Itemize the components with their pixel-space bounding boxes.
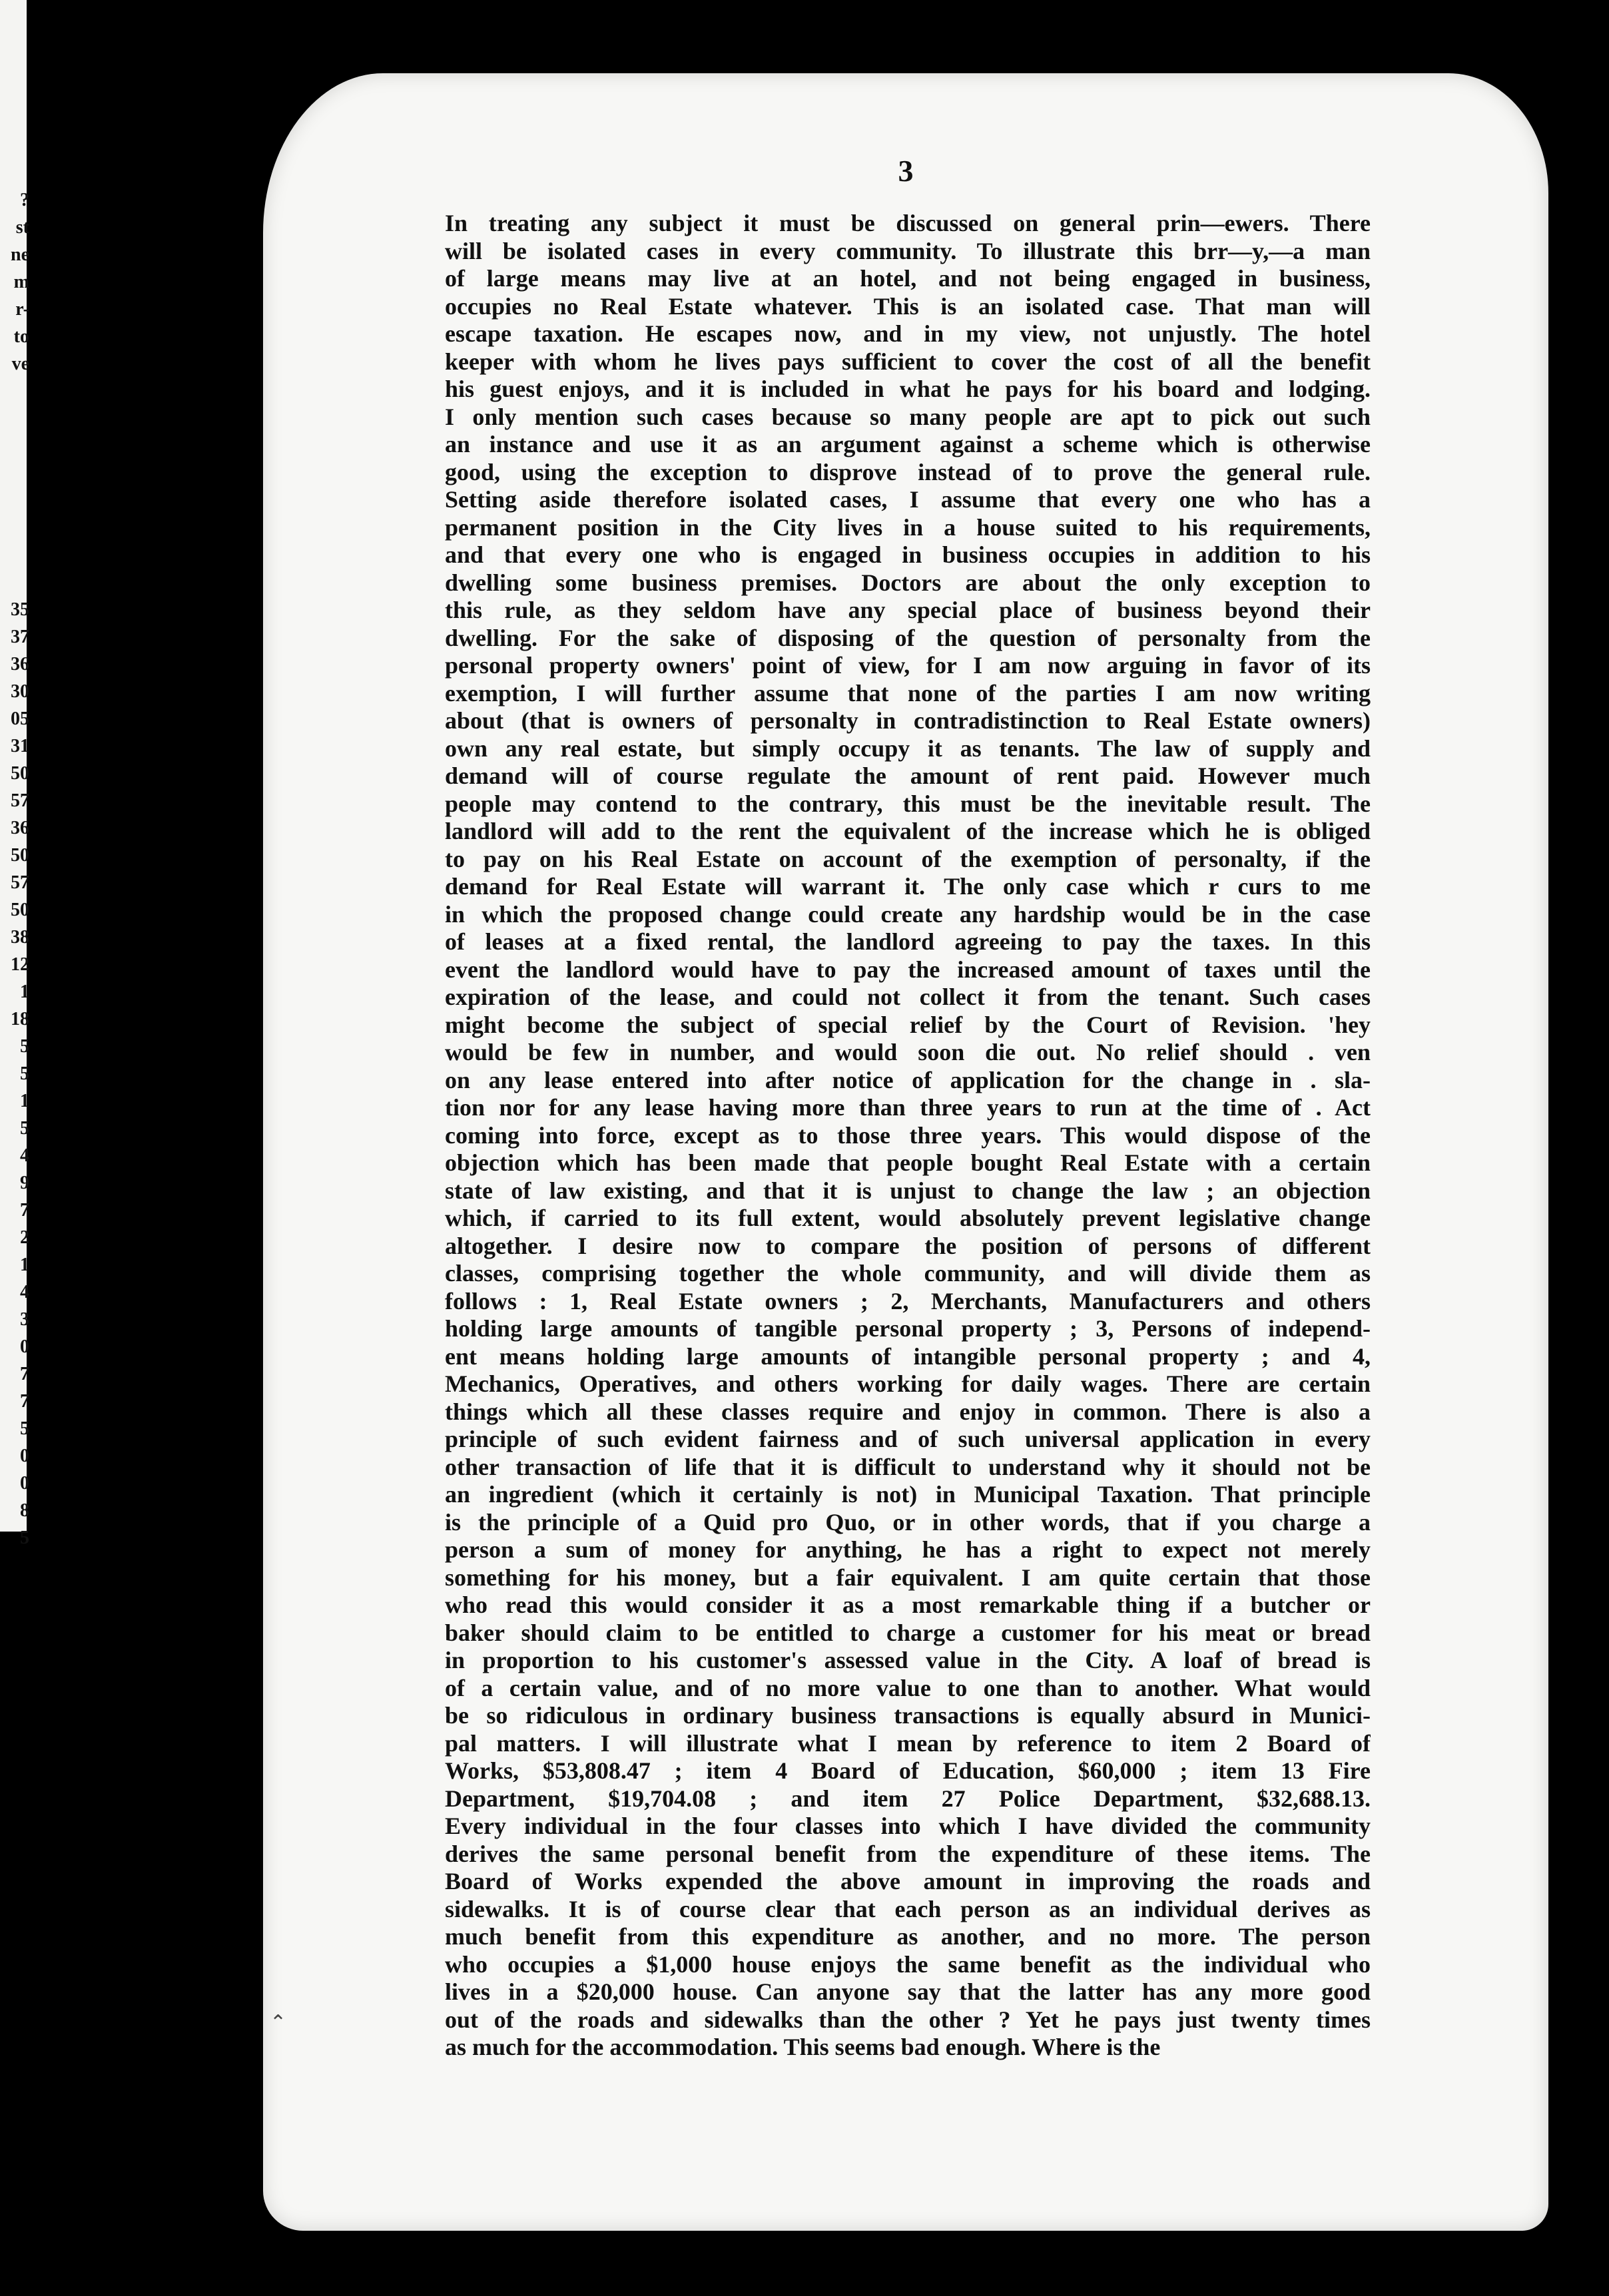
text-line: own any real estate, but simply occupy it as tenants. The law of supply and [445,734,1371,762]
text-line: something for his money, but a fair equivalent. I am quite certain that those [445,1564,1371,1591]
text-line: I only mention such cases because so many people are apt to pick out such [445,403,1371,430]
margin-fragment [0,405,29,432]
text-line: dwelling some business premises. Doctors are about the only exception to [445,569,1371,596]
margin-fragment: 57 [11,872,29,893]
margin-fragment [0,514,29,541]
text-line: and that every one who is engaged in business occupies in addition to his [445,541,1371,568]
text-line: classes, comprising together the whole community, and will divide them as [445,1260,1371,1287]
margin-fragment: st [15,217,29,238]
text-line: personal property owners' point of view, for I am now arguing in favor of its [445,652,1371,679]
margin-fragment: 05 [11,709,29,729]
margin-fragment: 8 [20,1500,29,1521]
text-line: is the principle of a Quid pro Quo, or in other words, that if you charge a [445,1508,1371,1536]
text-line: altogether. I desire now to compare the position of persons of different [445,1232,1371,1259]
margin-fragment: 4 [20,1145,29,1166]
text-line: ent means holding large amounts of intangible personal property ; and 4, [445,1342,1371,1370]
margin-fragment [0,569,29,596]
body-text [445,210,1371,2062]
margin-fragment: r- [15,299,29,320]
text-line: principle of such evident fairness and of such universal application in every [445,1426,1371,1452]
margin-fragment: 1 [20,982,29,1002]
text-line: exemption, I will further assume that none of the parties I am now writing [445,679,1371,707]
margin-fragment: 37 [11,627,29,647]
margin-fragment: 7 [20,1391,29,1412]
margin-fragment: 5 [20,1528,29,1548]
margin-fragment: 0 [20,1473,29,1494]
text-line: state of law existing, and that it is unjust to change the law ; an objection [445,1177,1371,1204]
text-line: sidewalks. It is of course clear that each person as an individual derives as [445,1895,1371,1922]
margin-fragment [0,541,29,569]
margin-fragment [0,487,29,514]
text-line: to pay on his Real Estate on account of the exemption of personalty, if the [445,845,1371,872]
text-line: Every individual in the four classes into which I have divided the community [445,1813,1371,1839]
text-line: person a sum of money for anything, he has a right to expect not merely [445,1536,1371,1563]
margin-fragment: 36 [11,654,29,675]
text-line: as much for the accommodation. This seems bad enough. Where is the [445,2034,1161,2060]
margin-fragment: m [13,272,29,292]
text-line: objection which has been made that people bought Real Estate with a certain [445,1149,1371,1176]
text-line: dwelling. For the sake of disposing of the question of personalty from the [445,624,1371,651]
margin-fragment: 1 [20,1255,29,1275]
margin-fragment: 50 [11,763,29,784]
margin-fragment: 5 [20,1063,29,1084]
text-line: demand for Real Estate will warrant it. The only case which r curs to me [445,873,1371,900]
text-line: event the landlord would have to pay the increased amount of taxes until the [445,956,1371,983]
text-line: baker should claim to be entitled to charge a customer for his meat or bread [445,1619,1371,1646]
margin-fragment: 57 [11,790,29,811]
margin-fragment: 18 [11,1009,29,1029]
text-line: expiration of the lease, and could not collect it from the tenant. Such cases [445,984,1371,1010]
text-line: demand will of course regulate the amount of rent paid. However much [445,762,1371,789]
margin-fragment: ? [20,190,29,210]
text-line: people may contend to the contrary, this must be the inevitable result. The [445,790,1371,817]
margin-fragment [0,459,29,487]
text-line: this rule, as they seldom have any special place of business beyond their [445,597,1371,623]
text-line: Works, $53,808.47 ; item 4 Board of Education, $60,000 ; item 13 Fire [445,1757,1371,1784]
text-line: follows : 1, Real Estate owners ; 2, Merchants, Manufacturers and others [445,1287,1371,1314]
margin-fragment: 4 [20,1282,29,1302]
text-line: of large means may live at an hotel, and not being engaged in business, [445,265,1371,292]
margin-fragment: 36 [11,818,29,838]
margin-fragment: 50 [11,900,29,920]
text-line: of leases at a fixed rental, the landlord agreeing to pay the taxes. In this [445,928,1371,955]
text-line: Board of Works expended the above amount in improving the roads and [445,1868,1371,1894]
text-line: holding large amounts of tangible personal property ; 3, Persons of independ- [445,1315,1371,1342]
text-line: an instance and use it as an argument against a scheme which is otherwise [445,431,1371,457]
text-line: which, if carried to its full extent, would absolutely prevent legislative change [445,1205,1371,1231]
page-number: 3 [898,154,914,188]
text-line: good, using the exception to disprove instead of to prove the general rule. [445,458,1371,485]
margin-mark: ⌃ [270,2012,287,2034]
margin-fragment: 2 [20,1227,29,1248]
text-line: be so ridiculous in ordinary business transactions is equally absurd in Munici- [445,1702,1371,1729]
margin-fragment: 50 [11,845,29,866]
text-line: out of the roads and sidewalks than the other ? Yet he pays just twenty times [445,2006,1371,2033]
margin-fragment: 1 [20,1091,29,1111]
text-line: pal matters. I will illustrate what I mean by reference to item 2 Board of [445,1729,1371,1757]
text-line: derives the same personal benefit from the expenditure of these items. The [445,1840,1371,1867]
text-line: occupies no Real Estate whatever. This is an isolated case. That man will [445,292,1371,320]
margin-fragment: 31 [11,736,29,756]
text-line: who read this would consider it as a most remarkable thing if a butcher or [445,1591,1371,1618]
text-line: Setting aside therefore isolated cases, I assume that every one who has a [445,486,1371,513]
margin-fragment [0,378,29,405]
margin-fragment: ve [11,354,29,374]
margin-fragment: 0 [20,1446,29,1466]
text-line: other transaction of life that it is difficult to understand why it should not be [445,1453,1371,1480]
margin-fragment: 3 [20,1309,29,1330]
margin-fragment: 9 [20,1173,29,1193]
text-line: keeper with whom he lives pays sufficient to cover the cost of all the benefit [445,348,1371,375]
text-line: escape taxation. He escapes now, and in my view, not unjustly. The hotel [445,320,1371,347]
text-line: landlord will add to the rent the equivalent of the increase which he is obliged [445,818,1371,844]
text-line: Mechanics, Operatives, and others working for daily wages. There are certain [445,1370,1371,1397]
margin-fragment: 7 [20,1200,29,1221]
margin-fragment: 38 [11,927,29,948]
text-line: permanent position in the City lives in a house suited to his requirements, [445,513,1371,541]
text-line: will be isolated cases in every community. To illustrate this brr—y,—a man [445,237,1371,264]
text-line: things which all these classes require and enjoy in common. There is also a [445,1398,1371,1425]
margin-fragment: 5 [20,1036,29,1057]
text-line: in proportion to his customer's assessed value in the City. A loaf of bread is [445,1647,1371,1673]
text-line: would be few in number, and would soon die out. No relief should . ven [445,1039,1371,1065]
margin-fragment: 5 [20,1118,29,1139]
margin-fragment: 5 [20,1418,29,1439]
left-margin-fragments [0,186,29,1552]
text-line: an ingredient (which it certainly is not) in Municipal Taxation. That principle [445,1481,1371,1508]
text-line: much benefit from this expenditure as another, and no more. The person [445,1923,1371,1950]
text-line: who occupies a $1,000 house enjoys the same benefit as the individual who [445,1950,1371,1978]
text-line: coming into force, except as to those three years. This would dispose of the [445,1121,1371,1149]
margin-fragment: 7 [20,1364,29,1384]
text-line: on any lease entered into after notice of application for the change in . sla- [445,1066,1371,1093]
text-line: of a certain value, and of no more value to one than to another. What would [445,1674,1371,1701]
margin-fragment: 12 [11,954,29,975]
text-line: about (that is owners of personalty in contradistinction to Real Estate owners) [445,707,1371,734]
text-line: might become the subject of special relief by the Court of Revision. 'hey [445,1011,1371,1038]
margin-fragment: 30 [11,681,29,702]
margin-fragment: to [13,326,29,347]
margin-fragment: ne [11,244,29,265]
text-line: In treating any subject it must be discussed on general prin—ewers. There [445,210,1371,236]
text-line: in which the proposed change could create any hardship would be in the case [445,900,1371,928]
text-line: lives in a $20,000 house. Can anyone say that the latter has any more good [445,1978,1371,2005]
margin-fragment: 0 [20,1336,29,1357]
margin-fragment [0,432,29,459]
text-line: tion nor for any lease having more than three years to run at the time of . Act [445,1094,1371,1121]
text-line: his guest enjoys, and it is included in what he pays for his board and lodging. [445,376,1371,402]
text-line: Department, $19,704.08 ; and item 27 Police Department, $32,688.13. [445,1785,1371,1812]
margin-fragment: 35 [11,599,29,620]
